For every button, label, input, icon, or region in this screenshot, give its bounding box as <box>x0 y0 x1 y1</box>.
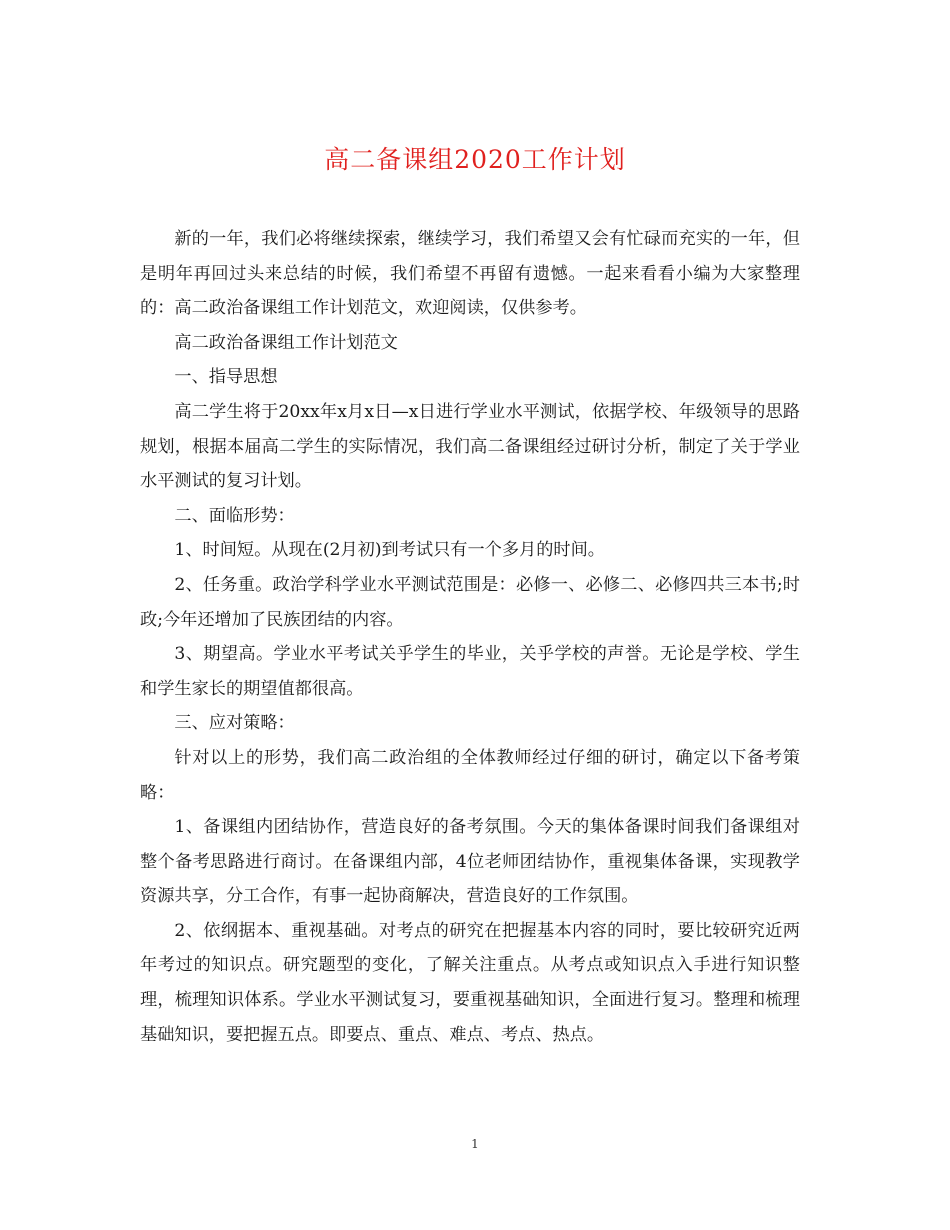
paragraph-situation-2: 2、任务重。政治学科学业水平测试范围是：必修一、必修二、必修四共三本书;时政;今年还增加了民族团结的内容。 <box>140 574 800 630</box>
document-body <box>140 222 800 1052</box>
paragraph-intro: 新的一年，我们必将继续探索，继续学习，我们希望又会有忙碌而充实的一年，但是明年再回过头来总结的时候，我们希望不再留有遗憾。一起来看看小编为大家整理的：高二政治备课组工作计划范文，欢迎阅读，仅供参考。 <box>140 229 800 319</box>
paragraph-strategy-1: 1、备课组内团结协作，营造良好的备考氛围。今天的集体备课时间我们备课组对整个备考思路进行商讨。在备课组内部，4位老师团结协作，重视集体备课，实现教学资源共享，分工合作，有事一起协商解决，营造良好的工作氛围。 <box>140 817 800 907</box>
paragraph-guiding-thought: 高二学生将于20xx年x月x日—x日进行学业水平测试，依据学校、年级领导的思路规划，根据本届高二学生的实际情况，我们高二备课组经过研讨分析，制定了关于学业水平测试的复习计划。 <box>140 401 800 492</box>
section-heading-strategy: 三、应对策略： <box>174 713 295 734</box>
paragraph-strategy-2: 2、依纲据本、重视基础。对考点的研究在把握基本内容的同时，要比较研究近两年考过的知识点。研究题型的变化，了解关注重点。从考点或知识点入手进行知识整理，梳理知识体系。学业水平测试复习，要重视基础知识，全面进行复习。整理和梳理基础知识，要把握五点。即要点、重点、难点、考点、热点。 <box>140 920 800 1045</box>
paragraph-strategy-intro: 针对以上的形势，我们高二政治组的全体教师经过仔细的研讨，确定以下备考策略： <box>140 747 800 803</box>
paragraph-situation-1: 1、时间短。从现在(2月初)到考试只有一个多月的时间。 <box>174 540 605 561</box>
page-number: 1 <box>471 1137 479 1151</box>
paragraph-subtitle: 高二政治备课组工作计划范文 <box>174 332 398 353</box>
section-heading-situation: 二、面临形势： <box>174 505 295 526</box>
document-title: 高二备课组2020工作计划 <box>324 145 626 174</box>
section-heading-guiding-thought: 一、指导思想 <box>174 367 278 388</box>
paragraph-situation-3: 3、期望高。学业水平考试关乎学生的毕业，关乎学校的声誉。无论是学校、学生和学生家长的期望值都很高。 <box>140 644 800 699</box>
